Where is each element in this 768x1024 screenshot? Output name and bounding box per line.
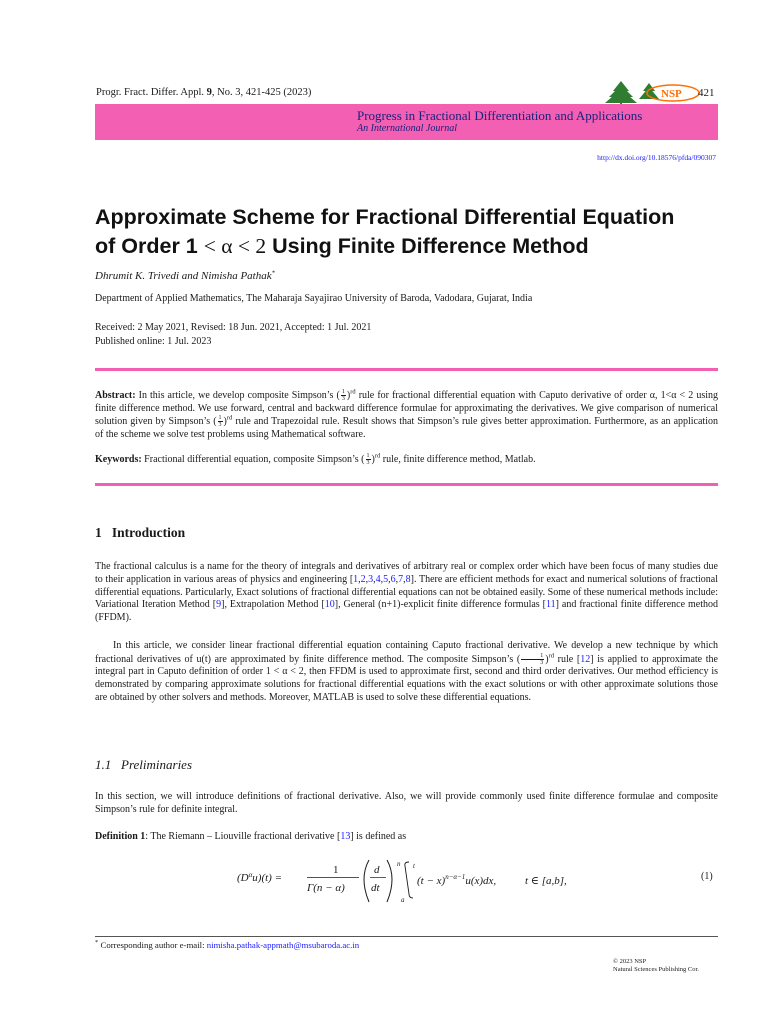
dates <box>95 321 371 349</box>
citation-5[interactable]: 5 <box>383 573 389 585</box>
doi-link[interactable]: http://dx.doi.org/10.18576/pfda/090307 <box>597 153 716 162</box>
section-heading: 1 Introduction <box>95 525 186 540</box>
svg-text:t ∈ [a,b],: t ∈ [a,b], <box>525 875 567 887</box>
abstract: Abstract: In this article, we develop composite Simpson’s ( $\frac{1}{3}$ )$^{rd}$ rule for fractional differential equation with Caputo derivative of order α, 1<α < 2 using finite difference method. We use forward, central and backward difference formulae for approximating the derivatives. We give comparison of numerical solution given by Simpson’s ( $\frac{1}{3}$ )$^{rd}$ rule and Trapezoidal rule. Result shows that Simpson’s rule gives better approximation. Furthermore, as an application of the scheme we solve test problems using Mathematical software. <box>95 388 718 440</box>
definition-1: Definition 1: The Riemann – Liouville fractional derivative [13] is defined as <box>95 831 407 842</box>
fraction-one-third: $\frac{1}{3}$ <box>521 653 544 666</box>
page-number: 421 <box>698 87 715 99</box>
fraction-one-third: $\frac{1}{3}$ <box>218 415 222 429</box>
authors: Dhrumit K. Trivedi and Nimisha Pathak* <box>95 269 275 282</box>
published-date: Published online: 1 Jul. 2023 <box>95 336 212 347</box>
running-header: Progr. Fract. Differ. Appl. 9, No. 3, 421-425 (2023) <box>96 87 312 98</box>
bottom-rule <box>95 483 718 486</box>
citation-2[interactable]: 2 <box>360 573 366 585</box>
top-rule <box>95 368 718 371</box>
citation-10[interactable]: 10 <box>324 599 335 611</box>
keywords: Keywords: Fractional differential equation, composite Simpson’s ( $\frac{1}{3}$ )$^{rd}$ rule, finite difference method, Matlab. <box>95 452 536 466</box>
citation-6[interactable]: 6 <box>390 573 396 585</box>
copyright-line-2: Natural Sciences Publishing Cor. <box>613 966 699 973</box>
title-line-2: of Order 1 < α < 2 Using Finite Difference Method <box>95 234 589 258</box>
fraction-one-third: $\frac{1}{3}$ <box>341 389 345 402</box>
citation-8[interactable]: 8 <box>405 573 411 585</box>
received-date: Received: 2 May 2021, Revised: 18 Jun. 2021, Accepted: 1 Jul. 2021 <box>95 322 372 333</box>
svg-text:t: t <box>413 862 415 870</box>
svg-text:d: d <box>374 864 380 876</box>
citation-1[interactable]: 1 <box>353 573 359 585</box>
affiliation: Department of Applied Mathematics, The Maharaja Sayajirao University of Baroda, Vadodara, Gujarat, India <box>95 293 533 304</box>
preliminaries-paragraph: In this section, we will introduce definitions of fractional derivative. Also, we will provide commonly used finite difference formulae and composite Simpson’s rule for definite integral. <box>95 791 718 815</box>
author-mark: * <box>271 269 275 277</box>
title-math: < α < 2 <box>203 234 267 258</box>
citation-12[interactable]: 12 <box>580 653 591 665</box>
intro-paragraph-2: In this article, we consider linear fractional differential equation containing Caputo fractional derivative. We develop a new technique by which fractional derivatives of u(t) are approximated by finite difference method. The composite Simpson’s ( $\frac{1}{3}$ )$^{rd}$ rule [12] is applied to approximate the integral part in Caputo definition of order 1 < α < 2, then FFDM is used to approximate first, second and third order derivatives. Our method efficiency is demonstrated by comparing approximate solutions for fractional differential equations with the exact solutions or with other approximate solutions those are obtained by other solvers and methods. Moreover, MATLAB is used to solve these differential equations. <box>95 640 718 703</box>
paper-title <box>95 203 735 261</box>
citation-4[interactable]: 4 <box>375 573 381 585</box>
intro-paragraph-1: The fractional calculus is a name for the theory of integrals and derivatives of arbitrary real or complex order which have been focus of many studies due to their application in various areas of physics and engineering [1,2,3,4,5,6,7,8]. There are efficient methods for exact and numerical solutions of fractional differential equations. Particularly, Exact solutions of fractional differential equations can not be obtained easily. Some of these numerical methods include: Variational Iteration Method [9], Extrapolation Method [10], General (n+1)-explicit finite difference formulas [11] and fractional finite difference method (FFDM). <box>95 561 719 624</box>
citation-11[interactable]: 11 <box>545 599 556 611</box>
equation-1 <box>237 858 597 906</box>
svg-text:n: n <box>397 860 401 868</box>
svg-text:(t − x)n−α−1u(x)dx,: $(t - x)^{n-\alpha-1}u(x)dx$, <box>417 873 497 887</box>
title-line-1: Approximate Scheme for Fractional Differential Equation <box>95 205 675 229</box>
svg-text:dt: dt <box>371 882 380 894</box>
citation-9[interactable]: 9 <box>216 599 222 611</box>
subsection-heading: 1.1 Preliminaries <box>95 757 193 772</box>
journal-name: Progress in Fractional Differentiation and Applications <box>357 108 643 123</box>
svg-text:(Dαu)(t) =: $(D^\alpha u)(t)$ = <box>237 871 283 884</box>
logo-text: NSP <box>661 88 682 100</box>
footnote: * Corresponding author e-mail: nimisha.pathak-appmath@msubaroda.ac.in <box>95 939 360 950</box>
copyright <box>613 958 699 974</box>
copyright-line-1: © 2023 NSP <box>613 958 647 965</box>
svg-text:a: a <box>401 896 405 904</box>
citation-13[interactable]: 13 <box>340 831 351 842</box>
svg-text:Γ(n − α): Γ(n − α) <box>307 882 345 894</box>
svg-text:1: 1 <box>333 864 339 876</box>
footnote-rule <box>95 936 718 937</box>
citation-3[interactable]: 3 <box>368 573 374 585</box>
nsp-logo-icon <box>593 79 701 105</box>
equation-number: (1) <box>701 871 713 882</box>
journal-subtitle: An International Journal <box>357 123 457 134</box>
fraction-one-third: $\frac{1}{3}$ <box>366 453 370 466</box>
citation-7[interactable]: 7 <box>398 573 404 585</box>
author-email-link[interactable]: nimisha.pathak-appmath@msubaroda.ac.in <box>206 940 360 950</box>
